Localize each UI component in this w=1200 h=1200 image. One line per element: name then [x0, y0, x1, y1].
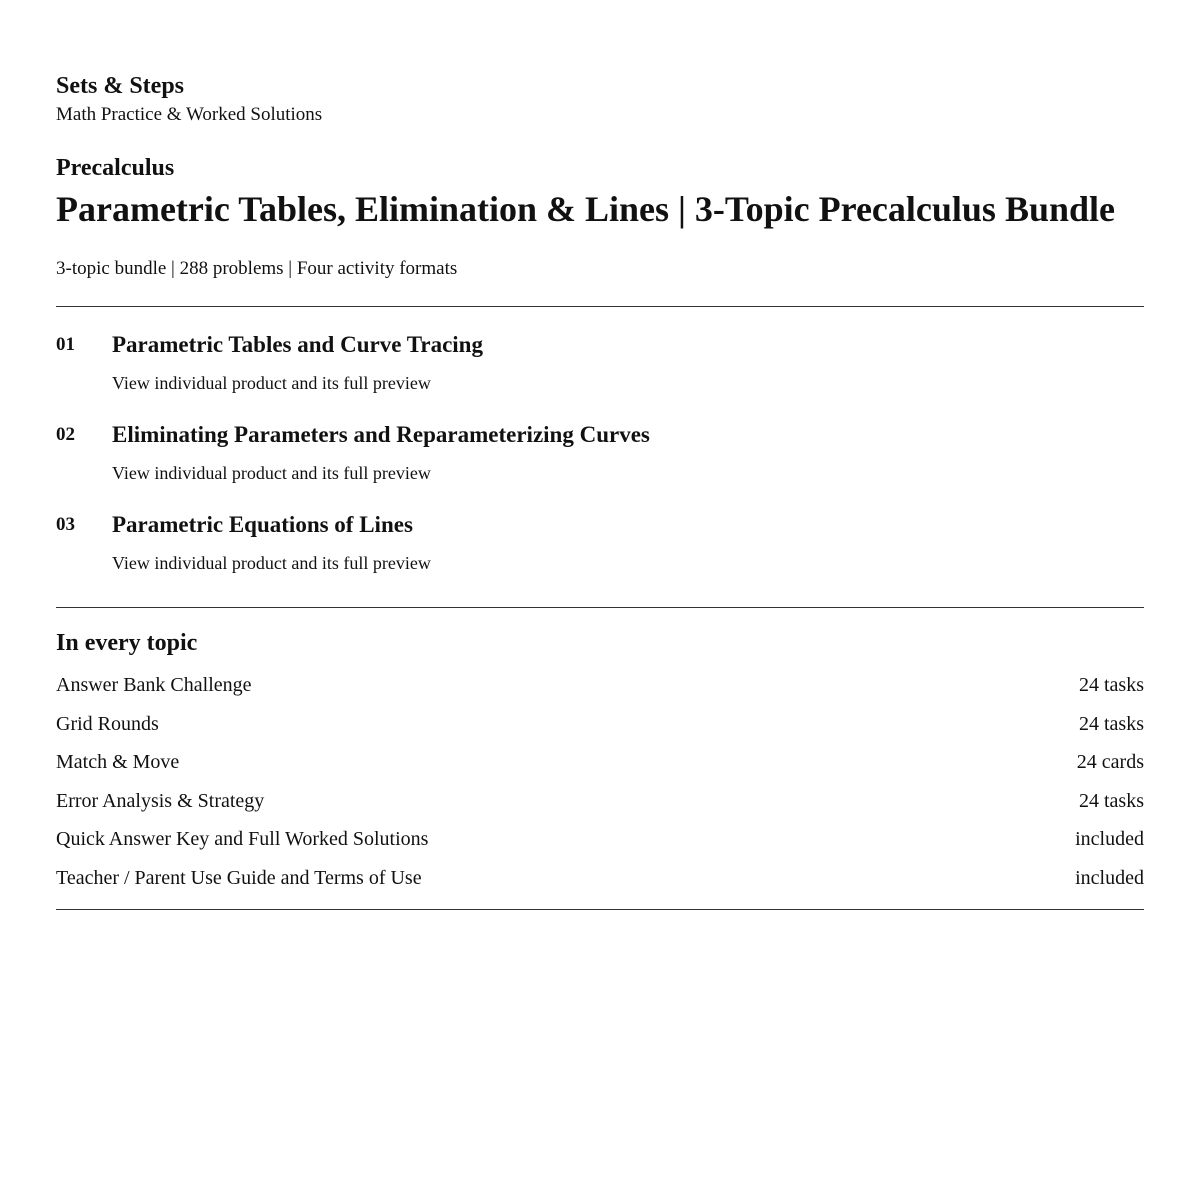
topic-title: Parametric Equations of Lines [112, 512, 413, 537]
included-item-value: 24 tasks [1079, 712, 1144, 735]
topic-number: 01 [56, 334, 75, 355]
included-item [56, 711, 1144, 737]
topic-list [56, 329, 1144, 575]
included-item-label: Answer Bank Challenge [56, 674, 252, 696]
included-item-label: Quick Answer Key and Full Worked Solutions [56, 828, 429, 851]
topic-item [56, 329, 1144, 395]
included-item-value: 24 cards [1076, 751, 1144, 774]
product-summary: 3-topic bundle | 288 problems | Four activity formats [56, 258, 458, 279]
topic-item [56, 419, 1144, 485]
view-product-link[interactable]: View individual product and its full preview [112, 373, 431, 393]
included-item-label: Match & Move [56, 751, 180, 774]
subject-label: Precalculus [56, 155, 175, 181]
included-item [56, 788, 1144, 814]
included-item-value: included [1075, 866, 1144, 889]
divider [56, 607, 1144, 608]
product-header [56, 154, 1144, 282]
included-list [56, 672, 1144, 891]
included-item [56, 672, 1144, 698]
topic-title: Eliminating Parameters and Reparameterizing Curves [112, 422, 650, 447]
included-heading: In every topic [56, 630, 198, 656]
brand-name: Sets & Steps [56, 73, 185, 99]
topic-number: 02 [56, 424, 75, 445]
included-item-value: included [1075, 828, 1144, 851]
included-item-label: Teacher / Parent Use Guide and Terms of Use [56, 866, 422, 889]
included-item-label: Error Analysis & Strategy [56, 789, 265, 812]
included-item-label: Grid Rounds [56, 712, 159, 735]
divider [56, 909, 1144, 910]
brand-tagline: Math Practice & Worked Solutions [56, 104, 323, 125]
divider [56, 306, 1144, 307]
topic-number: 03 [56, 514, 75, 535]
view-product-link[interactable]: View individual product and its full preview [112, 463, 431, 483]
topic-item [56, 509, 1144, 575]
included-item-value: 24 tasks [1079, 789, 1144, 812]
brand-header [56, 72, 1144, 128]
included-item [56, 749, 1144, 775]
included-item [56, 865, 1144, 891]
topic-title: Parametric Tables and Curve Tracing [112, 332, 483, 357]
included-section [56, 628, 1144, 891]
included-item-value: 24 tasks [1079, 674, 1144, 696]
view-product-link[interactable]: View individual product and its full preview [112, 553, 431, 573]
included-item [56, 826, 1144, 852]
product-title: Parametric Tables, Elimination & Lines | 3-Topic Precalculus Bundle [56, 189, 1115, 229]
